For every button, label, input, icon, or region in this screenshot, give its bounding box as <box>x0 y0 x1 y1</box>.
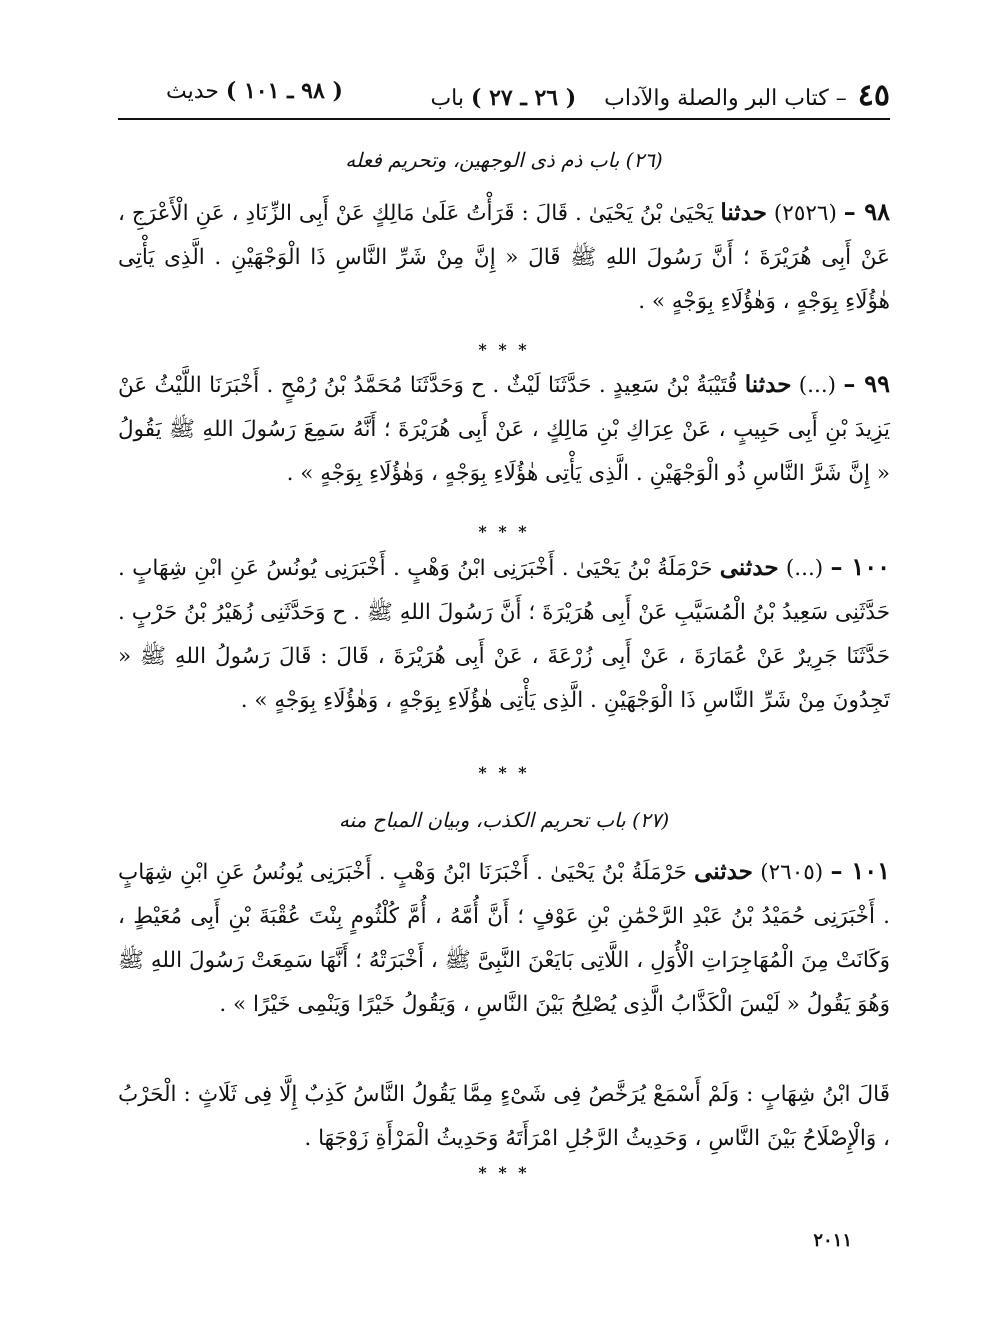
hadith-label: حديث <box>166 79 219 104</box>
hadith-text: حَرْمَلَةُ بْنُ يَحْيَىٰ . أَخْبَرَنَا ابْنُ وَهْبٍ . أَخْبَرَنِى يُونُسُ عَنِ ابْنِ شِهَابٍ . أَخْبَرَنِى حُمَيْدُ بْنُ عَبْدِ الرَّحْمَٰنِ بْنِ عَوْفٍ ؛ أَنَّ أُمَّهُ ، أُمَّ كُلْثُومٍ بِنْتَ عُقْبَةَ بْنِ أَبِى مُعَيْطٍ ، وَكَانَتْ مِنَ الْمُهَاجِرَاتِ الْأُوَلِ ، اللَّاتِى بَايَعْنَ النَّبِىَّ ﷺ ، أَخْبَرَتْهُ ؛ أَنَّهَا سَمِعَتْ رَسُولَ اللهِ ﷺ وَهُوَ يَقُولُ « لَيْسَ الْكَذَّابُ الَّذِى يُصْلِحُ بَيْنَ النَّاسِ ، وَيَقُولُ خَيْرًا وَيَنْمِى خَيْرًا » . <box>118 860 890 1017</box>
hadith-number: ٩٩ – <box>843 369 890 398</box>
section-separator: * * * <box>478 340 530 359</box>
hadith-text: يَحْيَىٰ بْنُ يَحْيَىٰ . قَالَ : قَرَأْتُ عَلَىٰ مَالِكٍ عَنْ أَبِى الزِّنَادِ ، عَنِ الْأَعْرَجِ ، عَنْ أَبِى هُرَيْرَةَ ؛ أَنَّ رَسُولَ اللهِ ﷺ قَالَ « إِنَّ مِنْ شَرِّ النَّاسِ ذَا الْوَجْهَيْنِ . الَّذِى يَأْتِى هٰؤُلَاءِ بِوَجْهٍ ، وَهٰؤُلَاءِ بِوَجْهٍ » . <box>118 201 890 314</box>
section-separator: * * * <box>478 763 530 782</box>
hadith-text: قُتَيْبَةُ بْنُ سَعِيدٍ . حَدَّثَنَا لَيْثٌ . ح وَحَدَّثَنَا مُحَمَّدُ بْنُ رُمْحٍ . أَخْبَرَنَا اللَّيْثُ عَنْ يَزِيدَ بْنِ أَبِى حَبِيبٍ ، عَنْ عِرَاكِ بْنِ مَالِكٍ ، عَنْ أَبِى هُرَيْرَةَ ؛ أَنَّهُ سَمِعَ رَسُولَ اللهِ ﷺ يَقُولُ « إِنَّ شَرَّ النَّاسِ ذُو الْوَجْهَيْنِ . الَّذِى يَأْتِى هٰؤُلَاءِ بِوَجْهٍ ، وَهٰؤُلَاءِ بِوَجْهٍ » . <box>118 373 890 486</box>
chain-word: حدثنا <box>720 199 767 226</box>
book-page <box>118 70 890 1290</box>
chain-word: حدثنى <box>719 554 779 581</box>
ibn-shihab-note: قَالَ ابْنُ شِهَابٍ : وَلَمْ أَسْمَعْ يُرَخَّصُ فِى شَىْءٍ مِمَّا يَقُولُ النَّاسُ كَذِبٌ إِلَّا فِى ثَلَاثٍ : الْحَرْبُ ، وَالْإِصْلَاحُ بَيْنَ النَّاسِ ، وَحَدِيثُ الرَّجُلِ امْرَأَتَهُ وَحَدِيثُ الْمَرْأَةِ زَوْجَهَا . <box>118 1082 890 1151</box>
hadith-number: ١٠١ – <box>830 856 890 885</box>
header-right <box>430 78 890 113</box>
hadith-text: حَرْمَلَةُ بْنُ يَحْيَىٰ . أَخْبَرَنِى ابْنُ وَهْبٍ . أَخْبَرَنِى يُونُسُ عَنِ ابْنِ شِهَابٍ . حَدَّثَنِى سَعِيدُ بْنُ الْمُسَيَّبِ عَنْ أَبِى هُرَيْرَةَ ؛ أَنَّ رَسُولَ اللهِ ﷺ . ح وَحَدَّثَنِى زُهَيْرُ بْنُ حَرْبٍ . حَدَّثَنَا جَرِيرٌ عَنْ عُمَارَةَ ، عَنْ أَبِى زُرْعَةَ ، عَنْ أَبِى هُرَيْرَةَ ، قَالَ : قَالَ رَسُولُ اللهِ ﷺ « تَجِدُونَ مِنْ شَرِّ النَّاسِ ذَا الْوَجْهَيْنِ . الَّذِى يَأْتِى هٰؤُلَاءِ بِوَجْهٍ ، وَهٰؤُلَاءِ بِوَجْهٍ » . <box>118 556 890 713</box>
running-header <box>118 70 890 120</box>
hadith-ref: (...) <box>785 556 824 581</box>
hadith-range: ( ٩٨ ـ ١٠١ ) <box>225 78 343 104</box>
hadith-number: ١٠٠ – <box>830 552 891 581</box>
page-number: ٤٥ <box>857 78 890 113</box>
section-separator: * * * <box>478 1163 530 1182</box>
hadith-number: ٩٨ – <box>843 197 890 226</box>
chapter-title-26: (٢٦) باب ذم ذى الوجهين، وتحريم فعله <box>345 148 663 172</box>
bab-label: باب <box>430 86 464 111</box>
hadith-ref: (٢٥٢٦) <box>773 201 837 226</box>
hadith-100 <box>118 545 890 723</box>
bab-range: ( ٢٦ ـ ٢٧ ) <box>470 85 577 111</box>
hadith-98 <box>118 190 890 324</box>
section-separator: * * * <box>478 522 530 541</box>
hadith-101 <box>118 849 890 1027</box>
hadith-ref: (٢٦٠٥) <box>760 860 824 885</box>
hadith-ref: (...) <box>798 373 837 398</box>
chain-word: حدثنى <box>694 858 753 885</box>
chain-word: حدثنا <box>744 371 792 398</box>
chapter-title-27: (٢٧) باب تحريم الكذب، وبيان المباح منه <box>338 808 670 832</box>
footer-page-total: ٢٠١١ <box>813 1230 852 1251</box>
hadith-99 <box>118 362 890 496</box>
header-left <box>166 78 343 104</box>
book-title: – كتاب البر والصلة والآداب <box>604 86 847 111</box>
